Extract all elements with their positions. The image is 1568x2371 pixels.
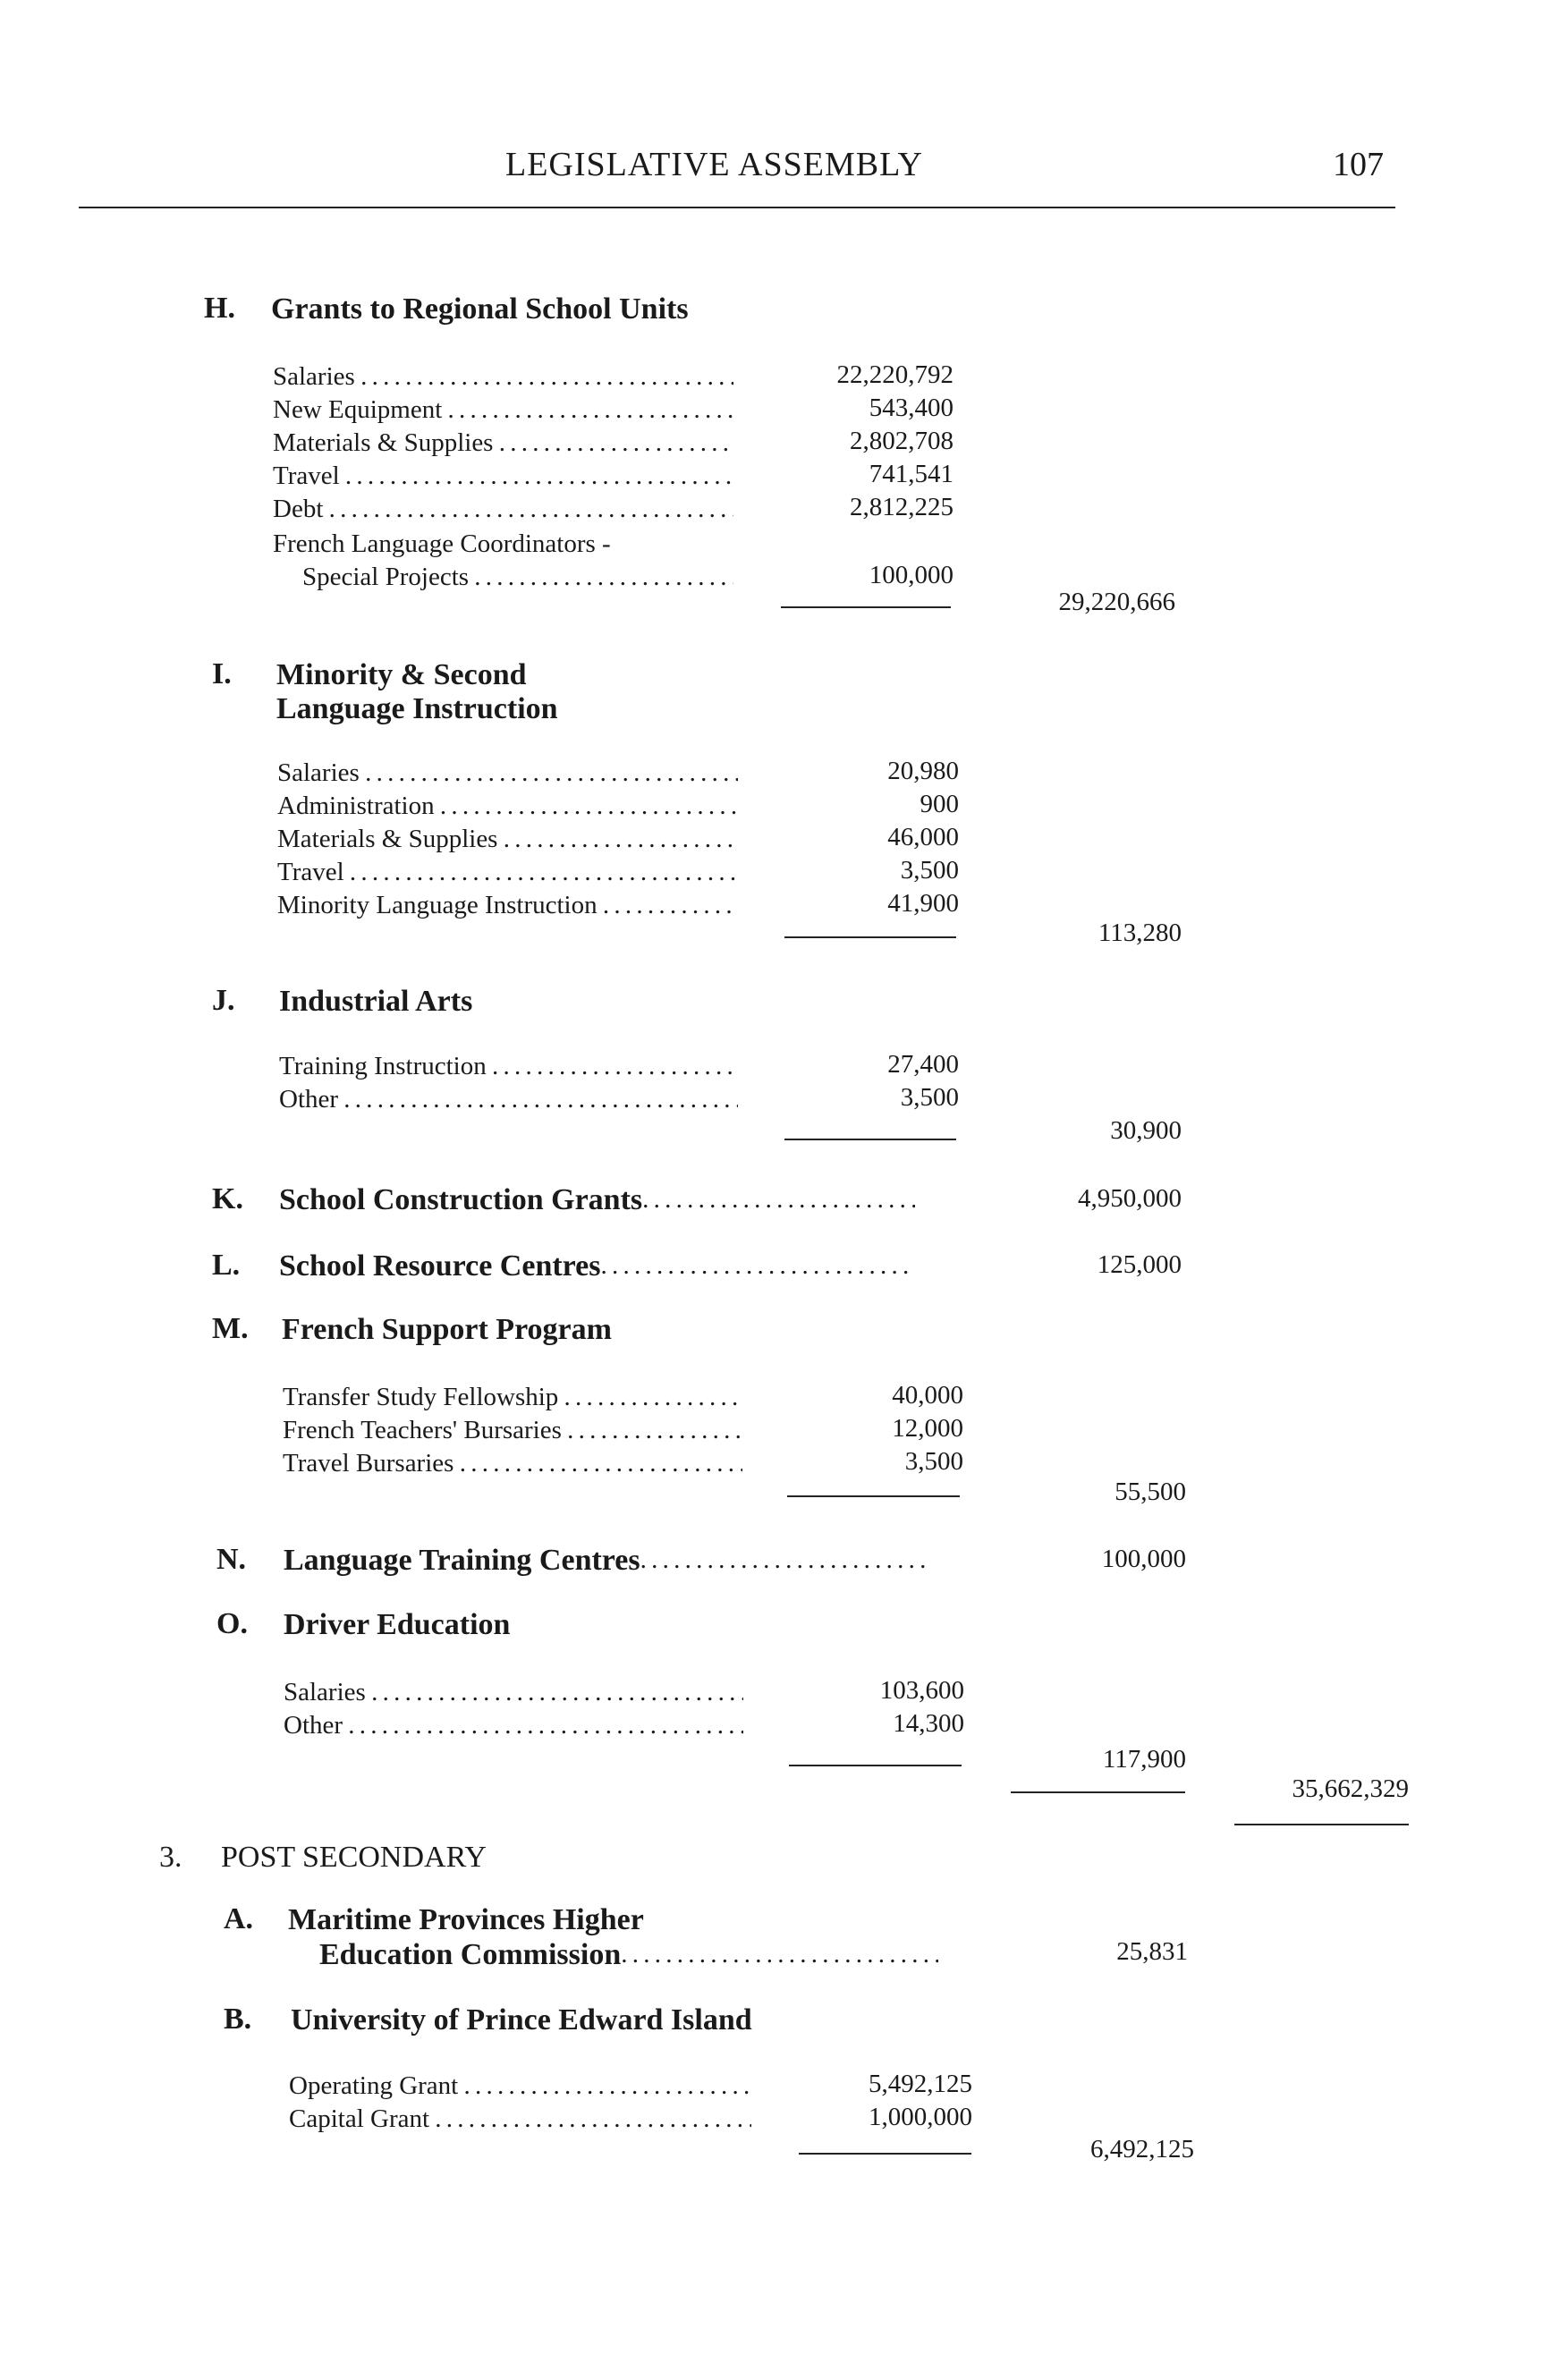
section-total: 100,000	[1101, 1545, 1186, 1573]
item-label: Capital Grant . . .	[289, 2103, 751, 2136]
item-label: Travel . . .	[273, 460, 733, 493]
item-value: 40,000	[892, 1381, 963, 1410]
line-item	[284, 1709, 743, 1742]
section-total: 55,500	[1115, 1478, 1186, 1506]
line-item	[283, 1447, 742, 1480]
line-item	[277, 889, 738, 922]
line-item	[277, 757, 738, 790]
item-value: 46,000	[887, 823, 959, 851]
section-m-letter: M.	[212, 1312, 249, 1345]
subtotal-rule	[784, 1139, 956, 1140]
page-header-title: LEGISLATIVE ASSEMBLY	[505, 146, 923, 183]
section-total: 113,280	[1098, 919, 1182, 947]
item-value: 100,000	[869, 561, 954, 589]
item-label: Other . . .	[284, 1709, 743, 1742]
item-value: 12,000	[892, 1414, 963, 1443]
item-label: Operating Grant . . .	[289, 2070, 751, 2103]
line-item	[273, 360, 733, 394]
section-a-title-line1: Maritime Provinces Higher	[288, 1903, 644, 1936]
item-value: 41,900	[887, 889, 959, 918]
item-value: 543,400	[869, 394, 954, 422]
item-label: Salaries . . .	[273, 360, 733, 394]
section-l-title: School Resource Centres	[279, 1249, 601, 1283]
section-n-title-row	[284, 1543, 925, 1578]
section-i-letter: I.	[212, 657, 232, 690]
section-k-title: School Construction Grants	[279, 1183, 643, 1216]
section-l-letter: L.	[212, 1249, 241, 1282]
section-o-title: Driver Education	[284, 1608, 511, 1641]
item-value: 22,220,792	[836, 360, 954, 389]
item-label: Salaries . . .	[277, 757, 738, 790]
item-value: 900	[920, 790, 959, 818]
line-item	[273, 528, 611, 561]
section-i-title-line2: Language Instruction	[276, 692, 558, 725]
section-h-title: Grants to Regional School Units	[271, 292, 689, 326]
item-value: 2,802,708	[850, 427, 954, 455]
line-item	[273, 460, 733, 493]
section-o-letter: O.	[216, 1607, 248, 1640]
item-value: 3,500	[900, 1083, 959, 1112]
section-n-letter: N.	[216, 1543, 247, 1576]
dot-leader	[640, 1543, 925, 1578]
section-b-title: University of Prince Edward Island	[291, 2003, 752, 2037]
item-value: 103,600	[879, 1676, 964, 1705]
grand-total: 35,662,329	[1292, 1774, 1409, 1803]
item-value: 3,500	[900, 856, 959, 885]
line-item	[283, 1414, 742, 1447]
item-label: Transfer Study Fellowship . . .	[283, 1381, 742, 1414]
line-item	[273, 493, 733, 526]
item-label: Special Projects . . .	[302, 561, 733, 594]
section-a-title-row	[319, 1937, 938, 1972]
item-value: 20,980	[887, 757, 959, 785]
total-rule	[1011, 1791, 1185, 1793]
subtotal-rule	[799, 2153, 971, 2155]
section-total: 4,950,000	[1078, 1184, 1182, 1213]
section-m-title: French Support Program	[282, 1313, 612, 1346]
section-total: 117,900	[1102, 1745, 1186, 1774]
section-a-title-line2: Education Commission	[319, 1938, 622, 1971]
item-label: Materials & Supplies . . .	[277, 823, 738, 856]
subtotal-rule	[789, 1765, 962, 1766]
part-title: POST SECONDARY	[221, 1841, 487, 1874]
page-number: 107	[1333, 146, 1384, 183]
item-label: Training Instruction . . .	[279, 1050, 738, 1083]
line-item	[302, 561, 733, 594]
item-value: 741,541	[869, 460, 954, 488]
line-item	[277, 823, 738, 856]
item-label: Travel . . .	[277, 856, 738, 889]
item-label: Debt . . .	[273, 493, 733, 526]
dot-leader	[621, 1937, 938, 1972]
grand-total-rule	[1234, 1824, 1409, 1825]
section-total: 125,000	[1097, 1250, 1182, 1279]
item-value: 27,400	[887, 1050, 959, 1079]
section-i-title-line1: Minority & Second	[276, 658, 527, 691]
item-value: 2,812,225	[850, 493, 954, 521]
section-total: 30,900	[1110, 1116, 1182, 1145]
section-k-title-row	[279, 1182, 915, 1217]
section-a-letter: A.	[224, 1902, 254, 1935]
section-b-letter: B.	[224, 2003, 252, 2036]
subtotal-rule	[781, 606, 951, 608]
item-label: Minority Language Instruction . . .	[277, 889, 738, 922]
line-item	[273, 427, 733, 460]
section-j-title: Industrial Arts	[279, 985, 473, 1018]
item-label: Travel Bursaries . . .	[283, 1447, 742, 1480]
section-total: 29,220,666	[1058, 588, 1175, 616]
line-item	[289, 2103, 751, 2136]
item-label: Materials & Supplies . . .	[273, 427, 733, 460]
dot-leader	[600, 1249, 913, 1283]
section-total: 25,831	[1116, 1937, 1188, 1966]
line-item	[289, 2070, 751, 2103]
line-item	[283, 1381, 742, 1414]
item-value: 14,300	[893, 1709, 964, 1738]
section-j-letter: J.	[212, 984, 235, 1017]
item-label: French Teachers' Bursaries . . .	[283, 1414, 742, 1447]
item-label: New Equipment . . .	[273, 394, 733, 427]
line-item	[284, 1676, 743, 1709]
section-k-letter: K.	[212, 1182, 243, 1215]
line-item	[277, 790, 738, 823]
subtotal-rule	[784, 936, 956, 938]
header-divider	[79, 207, 1395, 208]
part-number: 3.	[159, 1841, 182, 1874]
line-item	[279, 1050, 738, 1083]
item-label: Other . . .	[279, 1083, 738, 1116]
item-label: French Language Coordinators -	[273, 529, 611, 558]
item-value: 1,000,000	[869, 2103, 972, 2131]
section-l-title-row	[279, 1249, 913, 1283]
item-value: 5,492,125	[869, 2070, 972, 2098]
subtotal-rule	[787, 1495, 960, 1497]
section-n-title: Language Training Centres	[284, 1544, 640, 1577]
dot-leader	[642, 1182, 915, 1217]
line-item	[279, 1083, 738, 1116]
line-item	[273, 394, 733, 427]
item-label: Salaries . . .	[284, 1676, 743, 1709]
section-total: 6,492,125	[1090, 2135, 1194, 2164]
section-h-letter: H.	[204, 292, 235, 325]
item-label: Administration . . .	[277, 790, 738, 823]
line-item	[277, 856, 738, 889]
item-value: 3,500	[904, 1447, 963, 1476]
